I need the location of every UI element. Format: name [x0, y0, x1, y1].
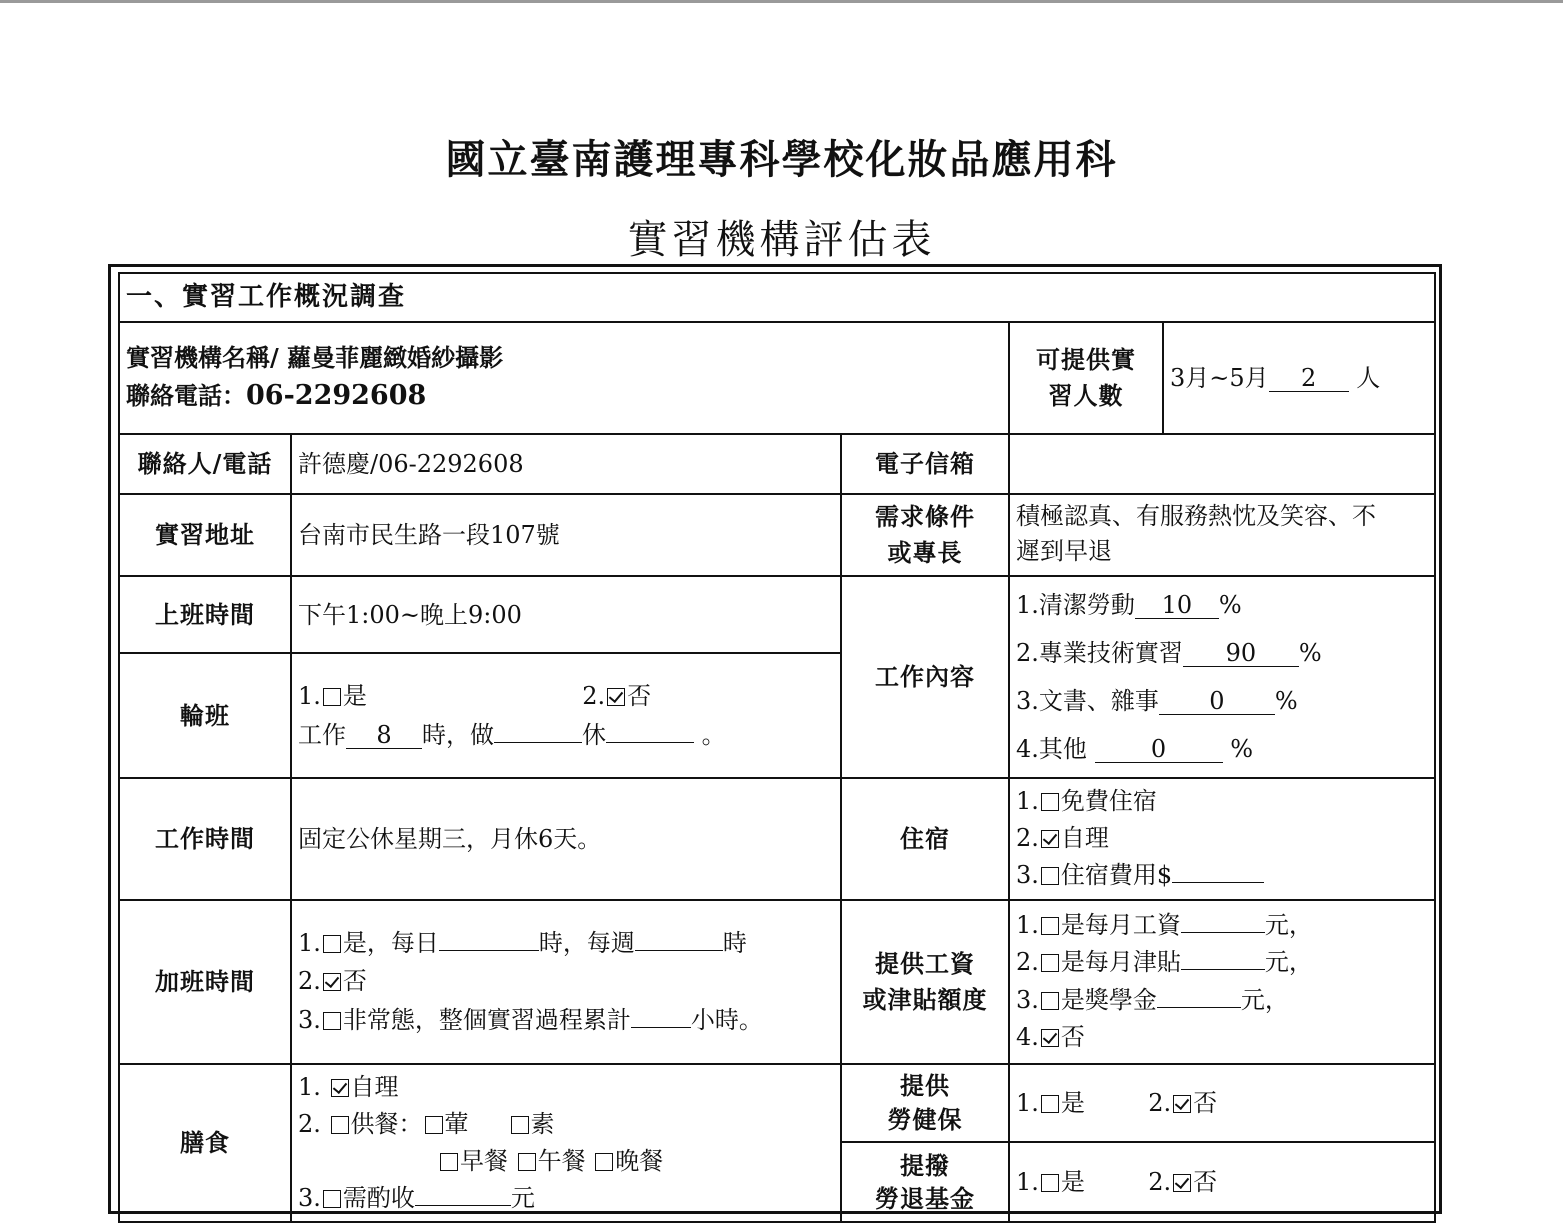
salary-item-3-unit: 元， [1240, 985, 1289, 1014]
lodging-label: 住宿 [841, 778, 1009, 900]
insurance-yes-checkbox[interactable] [1041, 1095, 1059, 1113]
lodging-item-1 [1016, 783, 1428, 820]
shift-options [298, 677, 834, 715]
lodging-item-2 [1016, 820, 1428, 857]
insurance-opt2-num: 2. [1148, 1088, 1172, 1117]
insurance-opt1-num: 1. [1016, 1088, 1039, 1117]
shift-end: 。 [701, 720, 726, 749]
lodging-item-3-label: 住宿費用$ [1060, 861, 1173, 890]
overtime-weekly-label: 時，每週 [538, 928, 635, 957]
job-item-2-value: 90 [1183, 640, 1299, 667]
work-hours-value: 下午1:00~晚上9:00 [291, 576, 841, 653]
school-title: 國立臺南護理專科學校化妝品應用科 [445, 136, 1118, 183]
lodging-item-3-num: 3. [1016, 861, 1039, 890]
salary-label [841, 900, 1009, 1064]
job-item-4-unit: % [1230, 735, 1253, 763]
overtime-weekly-blank [635, 926, 723, 951]
lodging-cell [1009, 778, 1435, 900]
meals-item-2-label: 供餐： [350, 1109, 423, 1138]
job-item-2 [1016, 629, 1428, 677]
org-phone-value: 06-2292608 [246, 379, 427, 411]
salary-item-3-label: 是獎學金 [1060, 985, 1157, 1014]
lodging-item-2-num: 2. [1016, 824, 1039, 853]
overtime-irregular-unit: 小時。 [690, 1005, 763, 1034]
salary-label-line2: 或津貼額度 [862, 984, 988, 1014]
meals-breakfast-label: 早餐 [460, 1146, 508, 1175]
pension-no-checkbox[interactable] [1173, 1174, 1191, 1192]
overtime-daily-label: 是，每日 [342, 928, 439, 957]
overtime-item-3 [298, 1001, 834, 1039]
pension-opt1-num: 1. [1016, 1168, 1039, 1197]
meals-dinner-checkbox[interactable] [595, 1153, 613, 1171]
meals-meat-checkbox[interactable] [425, 1116, 443, 1134]
salary-allowance-checkbox[interactable] [1041, 954, 1059, 972]
meals-provided-checkbox[interactable] [331, 1116, 349, 1134]
shift-no-label: 否 [627, 682, 652, 711]
org-info-cell [119, 322, 1009, 434]
requirements-label [841, 494, 1009, 576]
job-item-3-label: 3.文書、雜事 [1016, 687, 1159, 715]
shift-rest-days-blank [606, 718, 694, 743]
meals-fee-blank [415, 1181, 511, 1206]
pension-label-line1: 提撥 [900, 1150, 950, 1180]
meals-item-2-num: 2. [298, 1109, 321, 1138]
requirements-value [1009, 494, 1435, 576]
salary-item-1 [1016, 907, 1428, 944]
job-item-4-label: 4.其他 [1016, 735, 1087, 763]
shift-opt2-num: 2. [582, 682, 606, 711]
pension-yes-label: 是 [1060, 1168, 1085, 1197]
meals-item-2-times [298, 1143, 834, 1180]
salary-item-1-num: 1. [1016, 911, 1039, 940]
salary-none-checkbox[interactable] [1041, 1029, 1059, 1047]
lodging-item-1-num: 1. [1016, 787, 1039, 815]
job-item-4 [1016, 725, 1428, 773]
insurance-no-label: 否 [1193, 1088, 1218, 1117]
meals-item-1-label: 自理 [350, 1072, 399, 1101]
insurance-cell [1009, 1064, 1435, 1142]
overtime-item-1-num: 1. [298, 928, 321, 957]
salary-item-4-num: 4. [1016, 1022, 1039, 1051]
salary-item-2-label: 是每月津貼 [1060, 948, 1181, 977]
contact-label: 聯絡人/電話 [119, 434, 291, 494]
salary-item-4-label: 否 [1060, 1022, 1085, 1051]
salary-item-3 [1016, 982, 1428, 1019]
insurance-yes-label: 是 [1060, 1088, 1085, 1117]
meals-item-3 [298, 1180, 834, 1217]
pension-cell [1009, 1142, 1435, 1222]
overtime-irregular-label: 非常態，整個實習過程累計 [342, 1005, 631, 1034]
shift-label: 輪班 [119, 653, 291, 778]
capacity-label [1009, 322, 1163, 434]
meals-item-3-label: 需酌收 [342, 1184, 415, 1213]
meals-item-1 [298, 1069, 834, 1106]
requirements-line2: 遲到早退 [1016, 536, 1112, 565]
meals-lunch-checkbox[interactable] [518, 1153, 536, 1171]
overtime-weekly-unit: 時 [722, 928, 747, 957]
meals-self-checkbox[interactable] [331, 1079, 349, 1097]
shift-work-days-blank [494, 718, 582, 743]
meals-item-3-num: 3. [298, 1184, 321, 1213]
job-item-2-unit: % [1298, 639, 1322, 667]
meals-cell [291, 1064, 841, 1223]
evaluation-form-table [118, 272, 1436, 1223]
shift-opt1-num: 1. [298, 682, 321, 711]
meals-veg-label: 素 [530, 1109, 555, 1138]
salary-cell [1009, 900, 1435, 1064]
meals-meat-label: 葷 [444, 1109, 469, 1138]
job-item-1 [1016, 581, 1428, 629]
overtime-no-checkbox[interactable] [323, 973, 341, 991]
overtime-cell [291, 900, 841, 1064]
meals-lunch-label: 午餐 [537, 1146, 586, 1175]
contact-value: 許德慶/06-2292608 [291, 434, 841, 494]
email-label: 電子信箱 [841, 434, 1009, 494]
meals-dinner-label: 晚餐 [615, 1146, 664, 1175]
overtime-item-2-num: 2. [298, 967, 321, 996]
capacity-value-cell [1163, 322, 1435, 434]
job-item-3-value: 0 [1159, 688, 1275, 715]
requirements-line1: 積極認真、有服務熱忱及笑容、不 [1016, 502, 1376, 530]
lodging-item-1-label: 免費住宿 [1060, 787, 1157, 815]
org-name-label: 實習機構名稱/ [126, 342, 279, 372]
insurance-no-checkbox[interactable] [1173, 1095, 1191, 1113]
overtime-yes-checkbox[interactable] [323, 935, 341, 953]
salary-wage-blank [1181, 908, 1265, 933]
email-value [1009, 434, 1435, 494]
job-item-3 [1016, 677, 1428, 725]
org-phone-label: 聯絡電話： [126, 380, 246, 410]
meals-veg-checkbox[interactable] [511, 1116, 529, 1134]
capacity-period: 3月~5月 [1170, 364, 1269, 392]
requirements-label-line1: 需求條件 [875, 502, 975, 531]
overtime-daily-blank [439, 926, 539, 951]
shift-yes-checkbox[interactable] [323, 688, 341, 706]
shift-no-checkbox[interactable] [607, 688, 625, 706]
org-name-value: 蘿曼菲麗緻婚紗攝影 [287, 342, 504, 372]
shift-work-prefix: 工作 [298, 720, 346, 749]
insurance-label [841, 1064, 1009, 1142]
overtime-irregular-checkbox[interactable] [323, 1012, 341, 1030]
capacity-unit: 人 [1356, 364, 1381, 392]
shift-cell [291, 653, 841, 778]
shift-work-hours: 8 [346, 722, 422, 749]
lodging-item-3 [1016, 857, 1428, 894]
section-heading: 一、實習工作概況調查 [119, 273, 1435, 322]
salary-label-line1: 提供工資 [875, 948, 975, 978]
shift-work-mid: 時，做 [422, 720, 494, 749]
overtime-item-2 [298, 962, 834, 1000]
overtime-item-1 [298, 924, 834, 962]
scan-top-edge [0, 0, 1563, 3]
job-item-1-unit: % [1218, 591, 1242, 619]
meals-item-2 [298, 1106, 834, 1143]
job-item-1-value: 10 [1135, 592, 1219, 619]
meals-item-1-num: 1. [298, 1072, 321, 1101]
address-value: 台南市民生路一段107號 [291, 494, 841, 576]
shift-yes-label: 是 [342, 682, 367, 711]
salary-item-2-unit: 元， [1264, 948, 1313, 977]
capacity-label-line2: 習人數 [1048, 381, 1124, 410]
overtime-label: 加班時間 [119, 900, 291, 1064]
insurance-label-line1: 提供 [900, 1071, 950, 1101]
salary-scholarship-blank [1157, 983, 1241, 1008]
salary-item-1-label: 是每月工資 [1060, 911, 1181, 940]
work-hours-label: 上班時間 [119, 576, 291, 653]
job-content-label: 工作內容 [841, 576, 1009, 778]
meals-fee-checkbox[interactable] [323, 1190, 341, 1208]
salary-item-3-num: 3. [1016, 985, 1039, 1014]
shift-rest-label: 休 [582, 720, 606, 749]
form-title: 實習機構評估表 [627, 217, 936, 263]
job-item-3-unit: % [1274, 687, 1298, 715]
work-schedule-label: 工作時間 [119, 778, 291, 900]
job-item-1-label: 1.清潔勞動 [1016, 591, 1135, 619]
salary-scholarship-checkbox[interactable] [1041, 992, 1059, 1010]
salary-allowance-blank [1181, 945, 1265, 970]
salary-item-1-unit: 元， [1264, 911, 1313, 940]
pension-opt2-num: 2. [1148, 1168, 1172, 1197]
overtime-item-3-num: 3. [298, 1005, 321, 1034]
overtime-no-label: 否 [342, 967, 367, 996]
lodging-fee-checkbox[interactable] [1041, 867, 1059, 885]
pension-label-line2: 勞退基金 [875, 1184, 975, 1214]
meals-label: 膳食 [119, 1064, 291, 1223]
pension-yes-checkbox[interactable] [1041, 1174, 1059, 1192]
pension-label [841, 1142, 1009, 1222]
capacity-count: 2 [1269, 365, 1349, 392]
capacity-label-line1: 可提供實 [1036, 345, 1136, 374]
address-label: 實習地址 [119, 494, 291, 576]
job-content-cell [1009, 576, 1435, 778]
job-item-4-value: 0 [1095, 736, 1223, 763]
pension-no-label: 否 [1193, 1168, 1218, 1197]
lodging-item-2-label: 自理 [1060, 824, 1109, 853]
job-item-2-label: 2.專業技術實習 [1016, 639, 1183, 667]
requirements-label-line2: 或專長 [887, 538, 963, 567]
shift-detail [298, 716, 834, 754]
overtime-total-blank [631, 1003, 691, 1028]
salary-item-4 [1016, 1019, 1428, 1056]
meals-item-3-unit: 元 [510, 1184, 535, 1213]
lodging-fee-blank [1172, 858, 1264, 883]
salary-item-2 [1016, 944, 1428, 981]
meals-breakfast-checkbox[interactable] [440, 1153, 458, 1171]
lodging-self-checkbox[interactable] [1041, 830, 1059, 848]
work-schedule-value: 固定公休星期三，月休6天。 [291, 778, 841, 900]
salary-item-2-num: 2. [1016, 948, 1039, 977]
salary-wage-checkbox[interactable] [1041, 917, 1059, 935]
insurance-label-line2: 勞健保 [887, 1104, 963, 1134]
lodging-free-checkbox[interactable] [1041, 793, 1059, 811]
